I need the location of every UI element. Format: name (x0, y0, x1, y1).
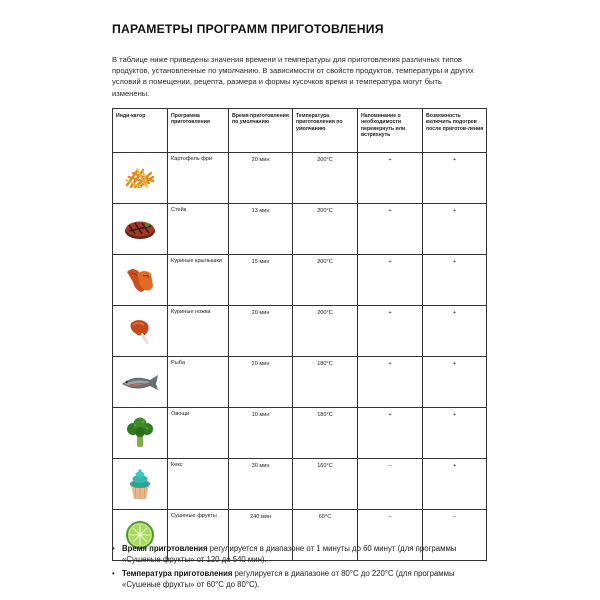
table-row (113, 153, 487, 204)
note-cooking-time (112, 543, 486, 566)
reminder-value: + (358, 204, 423, 255)
header-indicator: Инди-катор (113, 109, 168, 153)
default-time: 20 мин (229, 306, 293, 357)
program-name: Рыба (168, 357, 229, 408)
cupcake-icon (126, 467, 154, 501)
default-time: 20 мин (229, 357, 293, 408)
heating-value: + (423, 255, 487, 306)
program-name: Картофель фри (168, 153, 229, 204)
bullet: • (112, 568, 115, 578)
header-reminder: Напоминание о необходимости перевернуть или встряхнуть (358, 109, 423, 153)
header-time: Время приготовления по умолчанию (229, 109, 293, 153)
reminder-value: + (358, 153, 423, 204)
default-temperature: 200°C (293, 204, 358, 255)
reminder-value: + (358, 408, 423, 459)
table-row (113, 204, 487, 255)
header-heating: Возможность включить подогрев после приготов-ления (423, 109, 487, 153)
heating-value: + (423, 408, 487, 459)
table-row (113, 459, 487, 510)
bullet: • (112, 544, 115, 553)
program-name: Сушеные фрукты (168, 510, 229, 561)
notes-list (112, 543, 486, 593)
default-temperature: 200°C (293, 306, 358, 357)
note-cooking-temperature (112, 568, 486, 591)
note-label: Температура приготовления (122, 568, 233, 578)
default-temperature: 200°C (293, 153, 358, 204)
reminder-value: + (358, 255, 423, 306)
fish-icon (120, 372, 160, 392)
program-name: Куриные крылышки (168, 255, 229, 306)
heating-value: + (423, 306, 487, 357)
default-time: 20 мин (229, 153, 293, 204)
table-row (113, 357, 487, 408)
reminder-value: – (358, 459, 423, 510)
note-label: Время приготовления (122, 544, 208, 553)
heating-value: + (423, 204, 487, 255)
reminder-value: – (358, 510, 423, 561)
manual-page (112, 22, 484, 590)
fries-icon (123, 165, 157, 191)
default-temperature: 60°C (293, 510, 358, 561)
programs-table (112, 108, 487, 561)
heating-value: – (423, 510, 487, 561)
program-name: Стейк (168, 204, 229, 255)
table-row (113, 306, 487, 357)
default-time: 30 мин (229, 459, 293, 510)
chicken-wings-icon (123, 264, 157, 296)
steak-icon (123, 217, 157, 241)
reminder-value: + (358, 357, 423, 408)
intro-paragraph: В таблице ниже приведены значения времени и температуры для приготовления различных типов продуктов, установленные по умолчанию. В зависимости от свойств продуктов, температуры и других условий в помещении, рецепта, размера и формы кусочков время и температура могут быть изменены. (112, 55, 474, 98)
default-temperature: 160°C (293, 459, 358, 510)
page-title: ПАРАМЕТРЫ ПРОГРАММ ПРИГОТОВЛЕНИЯ (112, 22, 384, 36)
table-row (113, 255, 487, 306)
default-time: 15 мин (229, 255, 293, 306)
default-temperature: 180°C (293, 357, 358, 408)
heating-value: + (423, 357, 487, 408)
heating-value: + (423, 153, 487, 204)
chicken-leg-icon (125, 317, 155, 345)
table-row (113, 408, 487, 459)
program-name: Кекс (168, 459, 229, 510)
default-temperature: 180°C (293, 408, 358, 459)
header-temperature: Температура приготовления по умолчанию (293, 109, 358, 153)
default-time: 240 мин (229, 510, 293, 561)
default-time: 13 мин (229, 204, 293, 255)
default-time: 10 мин (229, 408, 293, 459)
default-temperature: 200°C (293, 255, 358, 306)
program-name: Куриные ножки (168, 306, 229, 357)
reminder-value: + (358, 306, 423, 357)
program-name: Овощи (168, 408, 229, 459)
table-header-row (113, 109, 487, 153)
heating-value: + (423, 459, 487, 510)
broccoli-icon (125, 417, 155, 449)
note-text: регулируется в диапазоне от 80°C до 220°C (для программы «Сушеные фрукты» от 60°C до 80°C). (122, 568, 455, 590)
header-program: Программа приготовления (168, 109, 229, 153)
note-text: регулируется в диапазоне от 1 минуты до 60 минут (для программы «Сушеные фрукты» от 120 до 540 мин). (122, 544, 457, 565)
